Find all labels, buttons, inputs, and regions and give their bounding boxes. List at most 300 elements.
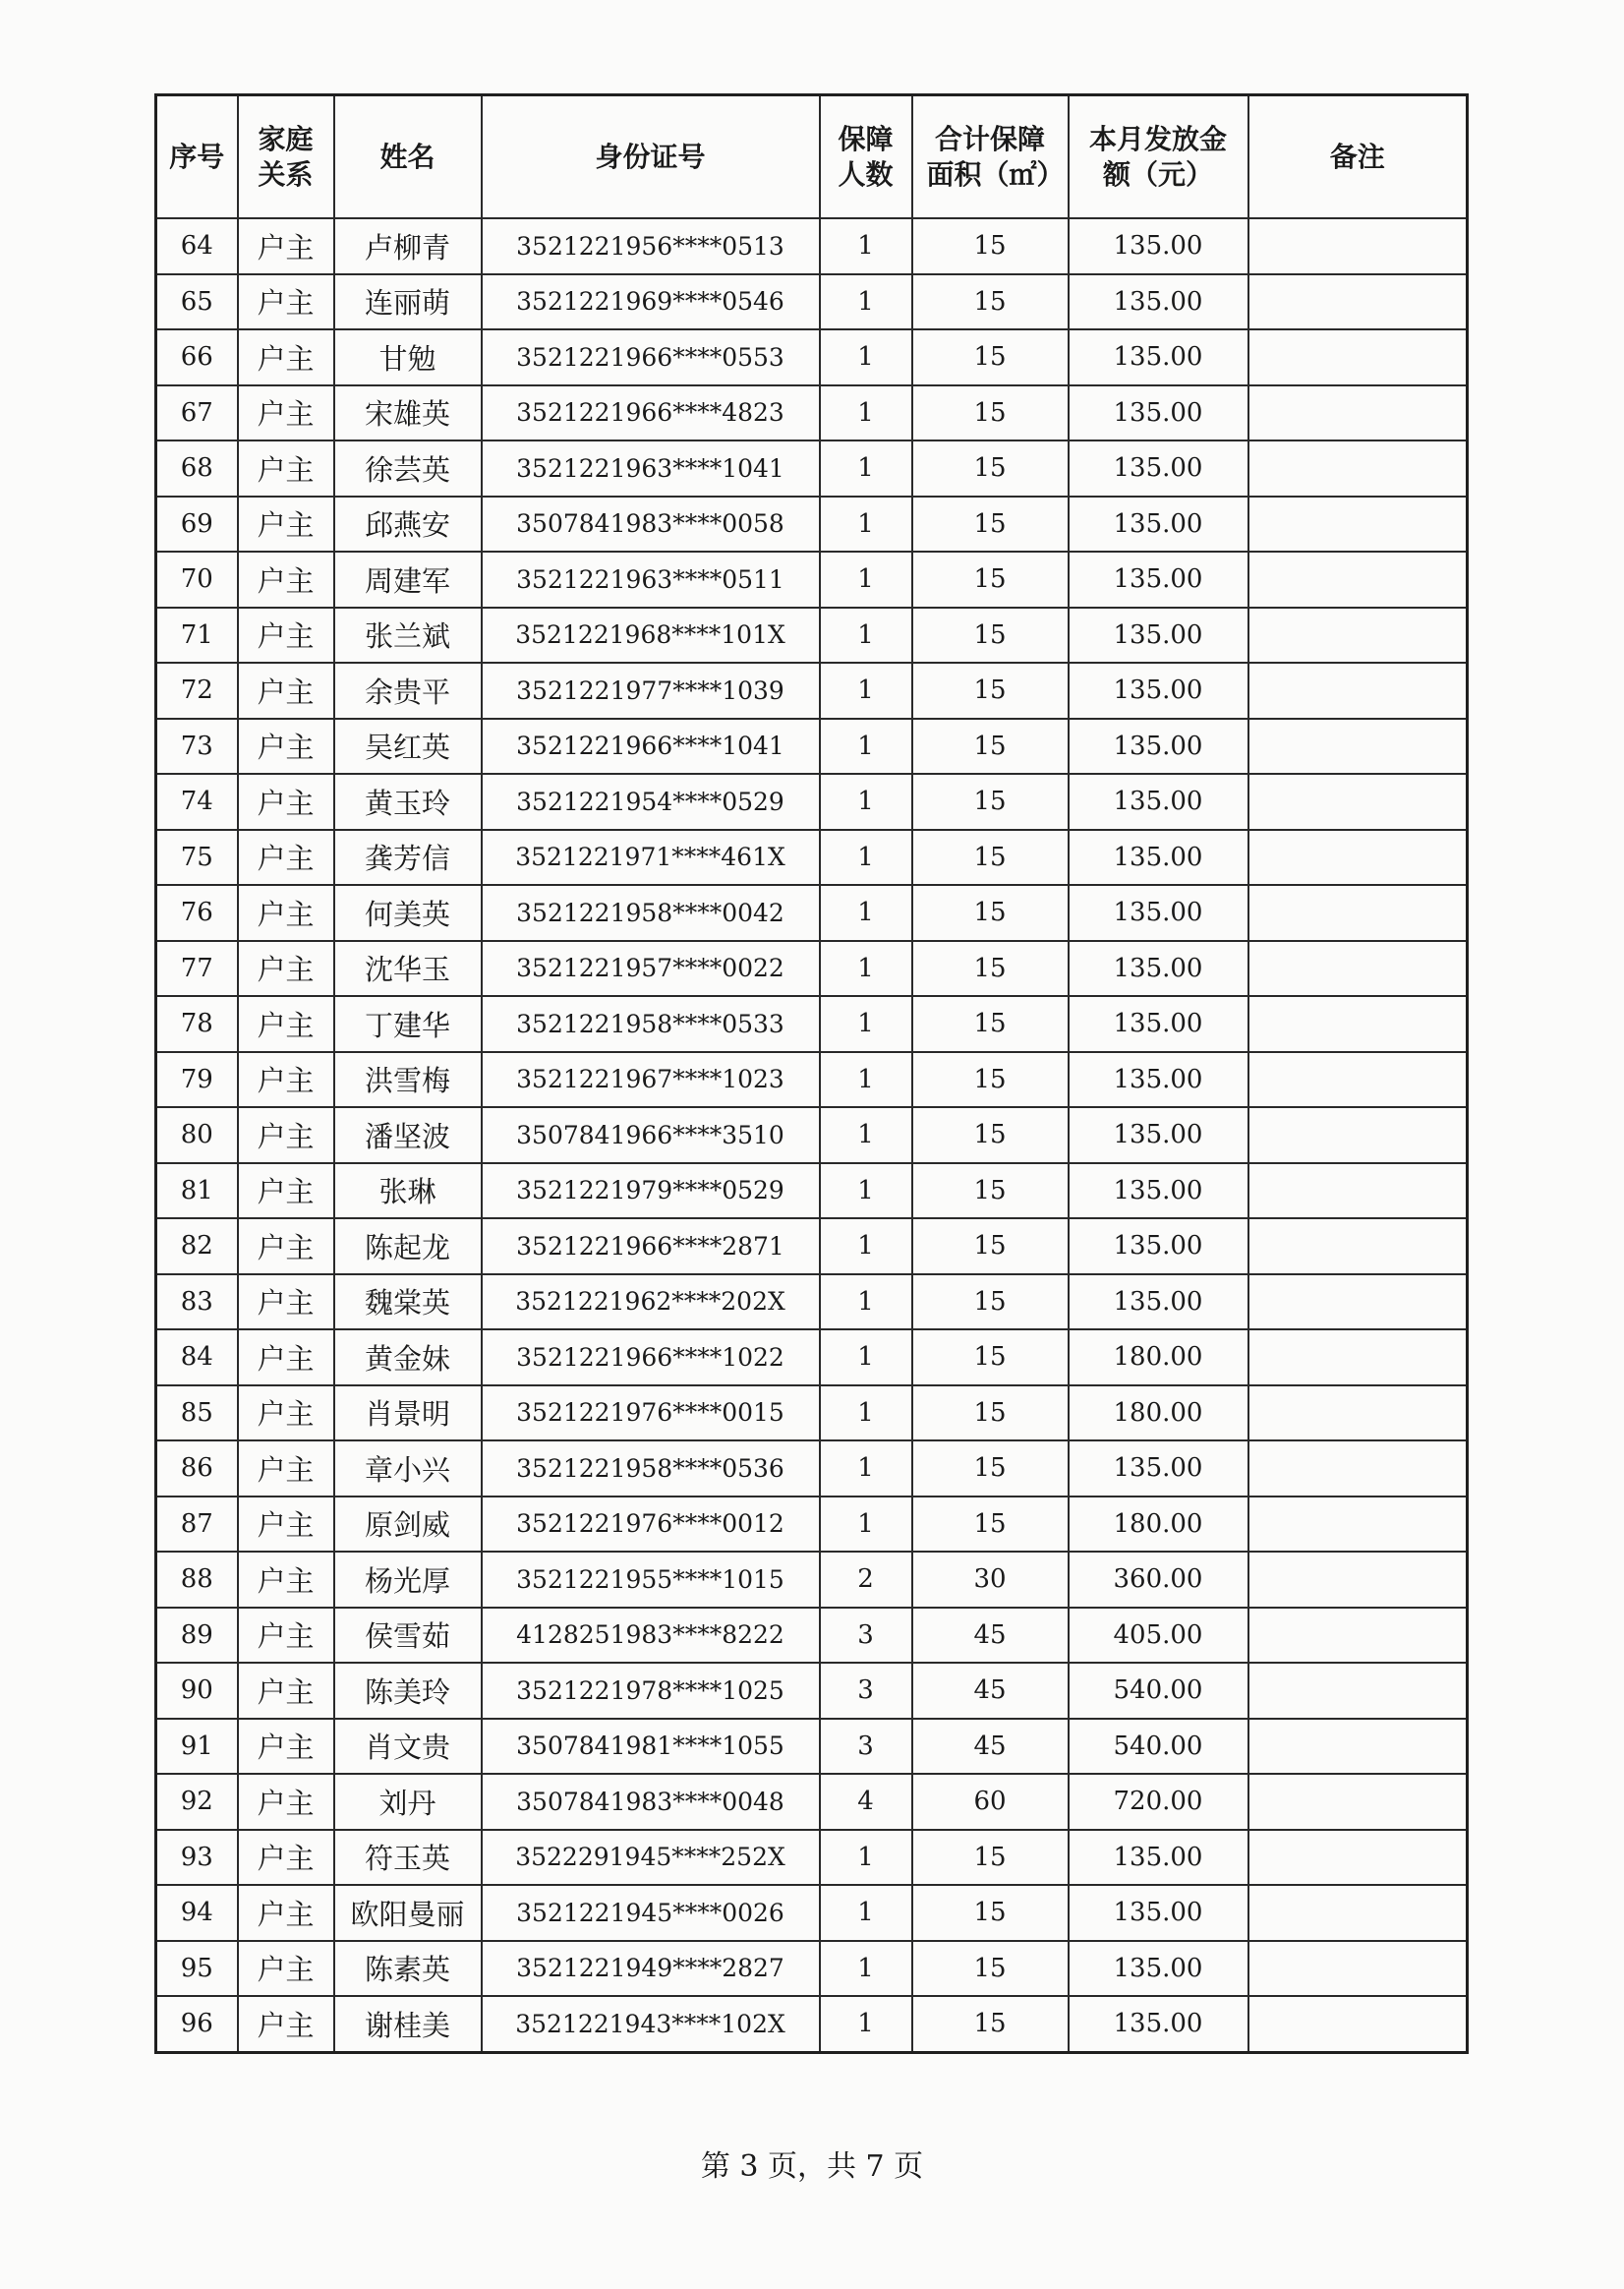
seq-cell: 75 <box>156 830 238 886</box>
name-cell: 杨光厚 <box>334 1552 482 1608</box>
seq-cell: 78 <box>156 996 238 1052</box>
persons-cell: 1 <box>820 1218 912 1274</box>
relation-cell: 户主 <box>238 385 334 441</box>
area-cell: 30 <box>912 1552 1069 1608</box>
remark-cell <box>1248 719 1468 775</box>
area-cell: 15 <box>912 497 1069 553</box>
name-cell: 谢桂美 <box>334 1996 482 2052</box>
table-row <box>156 329 1468 385</box>
relation-cell: 户主 <box>238 1385 334 1441</box>
relation-cell: 户主 <box>238 1608 334 1664</box>
amount-cell: 135.00 <box>1069 1052 1248 1108</box>
area-cell: 15 <box>912 1385 1069 1441</box>
name-cell: 连丽萌 <box>334 274 482 330</box>
relation-cell: 户主 <box>238 1996 334 2052</box>
persons-cell: 1 <box>820 1052 912 1108</box>
id-number-cell: 3521221969****0546 <box>482 274 820 330</box>
amount-cell: 135.00 <box>1069 1885 1248 1941</box>
persons-cell: 2 <box>820 1552 912 1608</box>
table-row <box>156 1329 1468 1385</box>
id-number-cell: 3507841966****3510 <box>482 1107 820 1163</box>
name-cell: 洪雪梅 <box>334 1052 482 1108</box>
name-cell: 章小兴 <box>334 1440 482 1497</box>
header-seq: 序号 <box>156 95 238 219</box>
remark-cell <box>1248 1440 1468 1497</box>
seq-cell: 91 <box>156 1719 238 1775</box>
remark-cell <box>1248 1274 1468 1330</box>
name-cell: 张琳 <box>334 1163 482 1219</box>
table-row <box>156 941 1468 997</box>
table-row <box>156 1107 1468 1163</box>
persons-cell: 3 <box>820 1663 912 1719</box>
relation-cell: 户主 <box>238 1497 334 1553</box>
amount-cell: 180.00 <box>1069 1497 1248 1553</box>
name-cell: 潘坚波 <box>334 1107 482 1163</box>
id-number-cell: 3521221954****0529 <box>482 774 820 830</box>
persons-cell: 1 <box>820 1107 912 1163</box>
relation-cell: 户主 <box>238 329 334 385</box>
amount-cell: 135.00 <box>1069 608 1248 664</box>
table-row <box>156 1885 1468 1941</box>
remark-cell <box>1248 1608 1468 1664</box>
seq-cell: 93 <box>156 1830 238 1886</box>
relation-cell: 户主 <box>238 1163 334 1219</box>
page-number: 第 3 页，共 7 页 <box>700 2149 924 2184</box>
table-row <box>156 608 1468 664</box>
id-number-cell: 3507841983****0058 <box>482 497 820 553</box>
amount-cell: 540.00 <box>1069 1663 1248 1719</box>
name-cell: 龚芳信 <box>334 830 482 886</box>
id-number-cell: 3521221957****0022 <box>482 941 820 997</box>
name-cell: 周建军 <box>334 552 482 608</box>
amount-cell: 360.00 <box>1069 1552 1248 1608</box>
id-number-cell: 3521221966****4823 <box>482 385 820 441</box>
name-cell: 宋雄英 <box>334 385 482 441</box>
table-row <box>156 440 1468 497</box>
amount-cell: 135.00 <box>1069 329 1248 385</box>
area-cell: 15 <box>912 1440 1069 1497</box>
table-row <box>156 885 1468 941</box>
id-number-cell: 3521221976****0012 <box>482 1497 820 1553</box>
persons-cell: 1 <box>820 1830 912 1886</box>
persons-cell: 1 <box>820 719 912 775</box>
name-cell: 原剑威 <box>334 1497 482 1553</box>
remark-cell <box>1248 885 1468 941</box>
header-persons: 保障人数 <box>820 95 912 219</box>
name-cell: 陈起龙 <box>334 1218 482 1274</box>
seq-cell: 65 <box>156 274 238 330</box>
remark-cell <box>1248 1774 1468 1830</box>
table-header-row <box>156 95 1468 219</box>
area-cell: 15 <box>912 1052 1069 1108</box>
id-number-cell: 3521221966****0553 <box>482 329 820 385</box>
area-cell: 15 <box>912 1830 1069 1886</box>
table-row <box>156 1608 1468 1664</box>
seq-cell: 89 <box>156 1608 238 1664</box>
relation-cell: 户主 <box>238 1663 334 1719</box>
id-number-cell: 3521221963****0511 <box>482 552 820 608</box>
relation-cell: 户主 <box>238 274 334 330</box>
remark-cell <box>1248 830 1468 886</box>
seq-cell: 71 <box>156 608 238 664</box>
amount-cell: 135.00 <box>1069 1941 1248 1997</box>
area-cell: 45 <box>912 1719 1069 1775</box>
amount-cell: 135.00 <box>1069 1163 1248 1219</box>
area-cell: 15 <box>912 719 1069 775</box>
area-cell: 15 <box>912 1885 1069 1941</box>
area-cell: 15 <box>912 329 1069 385</box>
persons-cell: 1 <box>820 329 912 385</box>
remark-cell <box>1248 1329 1468 1385</box>
persons-cell: 1 <box>820 1885 912 1941</box>
relation-cell: 户主 <box>238 1552 334 1608</box>
table-row <box>156 1552 1468 1608</box>
remark-cell <box>1248 1885 1468 1941</box>
remark-cell <box>1248 1218 1468 1274</box>
table-row <box>156 719 1468 775</box>
remark-cell <box>1248 497 1468 553</box>
seq-cell: 96 <box>156 1996 238 2052</box>
amount-cell: 540.00 <box>1069 1719 1248 1775</box>
amount-cell: 135.00 <box>1069 1218 1248 1274</box>
area-cell: 15 <box>912 385 1069 441</box>
name-cell: 何美英 <box>334 885 482 941</box>
persons-cell: 1 <box>820 385 912 441</box>
persons-cell: 1 <box>820 996 912 1052</box>
id-number-cell: 3521221967****1023 <box>482 1052 820 1108</box>
table-row <box>156 385 1468 441</box>
persons-cell: 1 <box>820 274 912 330</box>
id-number-cell: 3521221963****1041 <box>482 440 820 497</box>
area-cell: 15 <box>912 885 1069 941</box>
remark-cell <box>1248 552 1468 608</box>
name-cell: 符玉英 <box>334 1830 482 1886</box>
persons-cell: 1 <box>820 497 912 553</box>
name-cell: 余贵平 <box>334 663 482 719</box>
header-relation: 家庭关系 <box>238 95 334 219</box>
table-row <box>156 996 1468 1052</box>
table-row <box>156 1274 1468 1330</box>
area-cell: 15 <box>912 218 1069 274</box>
seq-cell: 94 <box>156 1885 238 1941</box>
amount-cell: 135.00 <box>1069 996 1248 1052</box>
area-cell: 15 <box>912 830 1069 886</box>
amount-cell: 135.00 <box>1069 719 1248 775</box>
id-number-cell: 3521221958****0536 <box>482 1440 820 1497</box>
id-number-cell: 3521221955****1015 <box>482 1552 820 1608</box>
seq-cell: 81 <box>156 1163 238 1219</box>
persons-cell: 3 <box>820 1719 912 1775</box>
persons-cell: 1 <box>820 1941 912 1997</box>
persons-cell: 1 <box>820 440 912 497</box>
persons-cell: 1 <box>820 552 912 608</box>
persons-cell: 1 <box>820 941 912 997</box>
relation-cell: 户主 <box>238 1830 334 1886</box>
table-row <box>156 1830 1468 1886</box>
table-row <box>156 1052 1468 1108</box>
persons-cell: 1 <box>820 1385 912 1441</box>
relation-cell: 户主 <box>238 218 334 274</box>
name-cell: 魏棠英 <box>334 1274 482 1330</box>
relation-cell: 户主 <box>238 1274 334 1330</box>
persons-cell: 4 <box>820 1774 912 1830</box>
remark-cell <box>1248 1830 1468 1886</box>
id-number-cell: 3521221958****0533 <box>482 996 820 1052</box>
id-number-cell: 3521221958****0042 <box>482 885 820 941</box>
relation-cell: 户主 <box>238 996 334 1052</box>
amount-cell: 135.00 <box>1069 385 1248 441</box>
area-cell: 15 <box>912 1329 1069 1385</box>
remark-cell <box>1248 1052 1468 1108</box>
seq-cell: 88 <box>156 1552 238 1608</box>
name-cell: 肖景明 <box>334 1385 482 1441</box>
id-number-cell: 3521221962****202X <box>482 1274 820 1330</box>
table-row <box>156 1941 1468 1997</box>
area-cell: 15 <box>912 1497 1069 1553</box>
name-cell: 徐芸英 <box>334 440 482 497</box>
id-number-cell: 3521221966****1022 <box>482 1329 820 1385</box>
persons-cell: 1 <box>820 885 912 941</box>
header-amount: 本月发放金额（元） <box>1069 95 1248 219</box>
remark-cell <box>1248 1719 1468 1775</box>
relation-cell: 户主 <box>238 1774 334 1830</box>
area-cell: 45 <box>912 1608 1069 1664</box>
name-cell: 肖文贵 <box>334 1719 482 1775</box>
id-number-cell: 3521221971****461X <box>482 830 820 886</box>
area-cell: 60 <box>912 1774 1069 1830</box>
seq-cell: 95 <box>156 1941 238 1997</box>
seq-cell: 68 <box>156 440 238 497</box>
area-cell: 15 <box>912 1941 1069 1997</box>
amount-cell: 135.00 <box>1069 552 1248 608</box>
table-row <box>156 552 1468 608</box>
seq-cell: 72 <box>156 663 238 719</box>
area-cell: 15 <box>912 1996 1069 2052</box>
relation-cell: 户主 <box>238 1107 334 1163</box>
area-cell: 15 <box>912 1218 1069 1274</box>
relation-cell: 户主 <box>238 1329 334 1385</box>
relation-cell: 户主 <box>238 1885 334 1941</box>
id-number-cell: 3521221943****102X <box>482 1996 820 2052</box>
amount-cell: 135.00 <box>1069 440 1248 497</box>
table-row <box>156 1163 1468 1219</box>
persons-cell: 1 <box>820 1440 912 1497</box>
seq-cell: 85 <box>156 1385 238 1441</box>
id-number-cell: 3507841983****0048 <box>482 1774 820 1830</box>
name-cell: 黄玉玲 <box>334 774 482 830</box>
table-row <box>156 274 1468 330</box>
seq-cell: 86 <box>156 1440 238 1497</box>
table-row <box>156 1663 1468 1719</box>
id-number-cell: 3521221979****0529 <box>482 1163 820 1219</box>
header-name: 姓名 <box>334 95 482 219</box>
seq-cell: 84 <box>156 1329 238 1385</box>
seq-cell: 69 <box>156 497 238 553</box>
relation-cell: 户主 <box>238 885 334 941</box>
seq-cell: 77 <box>156 941 238 997</box>
id-number-cell: 3521221977****1039 <box>482 663 820 719</box>
amount-cell: 135.00 <box>1069 1107 1248 1163</box>
seq-cell: 66 <box>156 329 238 385</box>
amount-cell: 135.00 <box>1069 274 1248 330</box>
amount-cell: 720.00 <box>1069 1774 1248 1830</box>
remark-cell <box>1248 1385 1468 1441</box>
table-row <box>156 1385 1468 1441</box>
name-cell: 卢柳青 <box>334 218 482 274</box>
name-cell: 陈美玲 <box>334 1663 482 1719</box>
name-cell: 刘丹 <box>334 1774 482 1830</box>
allowance-table <box>154 93 1469 2054</box>
remark-cell <box>1248 274 1468 330</box>
persons-cell: 1 <box>820 218 912 274</box>
amount-cell: 405.00 <box>1069 1608 1248 1664</box>
relation-cell: 户主 <box>238 1719 334 1775</box>
name-cell: 张兰斌 <box>334 608 482 664</box>
persons-cell: 1 <box>820 1996 912 2052</box>
amount-cell: 135.00 <box>1069 774 1248 830</box>
allowance-table-container <box>154 93 1469 2054</box>
area-cell: 15 <box>912 996 1069 1052</box>
id-number-cell: 3521221978****1025 <box>482 1663 820 1719</box>
relation-cell: 户主 <box>238 1440 334 1497</box>
remark-cell <box>1248 941 1468 997</box>
amount-cell: 135.00 <box>1069 218 1248 274</box>
area-cell: 15 <box>912 774 1069 830</box>
table-row <box>156 1440 1468 1497</box>
seq-cell: 76 <box>156 885 238 941</box>
seq-cell: 70 <box>156 552 238 608</box>
amount-cell: 180.00 <box>1069 1329 1248 1385</box>
relation-cell: 户主 <box>238 1941 334 1997</box>
table-row <box>156 497 1468 553</box>
remark-cell <box>1248 329 1468 385</box>
name-cell: 陈素英 <box>334 1941 482 1997</box>
relation-cell: 户主 <box>238 552 334 608</box>
table-row <box>156 1774 1468 1830</box>
seq-cell: 83 <box>156 1274 238 1330</box>
table-row <box>156 830 1468 886</box>
remark-cell <box>1248 996 1468 1052</box>
seq-cell: 73 <box>156 719 238 775</box>
table-row <box>156 774 1468 830</box>
id-number-cell: 3522291945****252X <box>482 1830 820 1886</box>
id-number-cell: 4128251983****8222 <box>482 1608 820 1664</box>
relation-cell: 户主 <box>238 1052 334 1108</box>
remark-cell <box>1248 218 1468 274</box>
table-row <box>156 1996 1468 2052</box>
remark-cell <box>1248 1996 1468 2052</box>
remark-cell <box>1248 1497 1468 1553</box>
id-number-cell: 3521221966****1041 <box>482 719 820 775</box>
relation-cell: 户主 <box>238 774 334 830</box>
header-area: 合计保障面积（㎡） <box>912 95 1069 219</box>
amount-cell: 135.00 <box>1069 941 1248 997</box>
relation-cell: 户主 <box>238 941 334 997</box>
relation-cell: 户主 <box>238 608 334 664</box>
remark-cell <box>1248 1107 1468 1163</box>
id-number-cell: 3507841981****1055 <box>482 1719 820 1775</box>
id-number-cell: 3521221968****101X <box>482 608 820 664</box>
persons-cell: 1 <box>820 608 912 664</box>
id-number-cell: 3521221956****0513 <box>482 218 820 274</box>
header-remark: 备注 <box>1248 95 1468 219</box>
id-number-cell: 3521221966****2871 <box>482 1218 820 1274</box>
amount-cell: 180.00 <box>1069 1385 1248 1441</box>
header-id: 身份证号 <box>482 95 820 219</box>
name-cell: 侯雪茹 <box>334 1608 482 1664</box>
amount-cell: 135.00 <box>1069 1830 1248 1886</box>
persons-cell: 1 <box>820 830 912 886</box>
table-body <box>156 218 1468 2052</box>
table-row <box>156 663 1468 719</box>
name-cell: 邱燕安 <box>334 497 482 553</box>
area-cell: 15 <box>912 440 1069 497</box>
name-cell: 欧阳曼丽 <box>334 1885 482 1941</box>
id-number-cell: 3521221949****2827 <box>482 1941 820 1997</box>
amount-cell: 135.00 <box>1069 1440 1248 1497</box>
seq-cell: 79 <box>156 1052 238 1108</box>
seq-cell: 87 <box>156 1497 238 1553</box>
name-cell: 吴红英 <box>334 719 482 775</box>
area-cell: 45 <box>912 1663 1069 1719</box>
persons-cell: 1 <box>820 1274 912 1330</box>
seq-cell: 74 <box>156 774 238 830</box>
table-row <box>156 218 1468 274</box>
amount-cell: 135.00 <box>1069 663 1248 719</box>
seq-cell: 90 <box>156 1663 238 1719</box>
name-cell: 黄金妹 <box>334 1329 482 1385</box>
table-row <box>156 1719 1468 1775</box>
remark-cell <box>1248 1663 1468 1719</box>
remark-cell <box>1248 608 1468 664</box>
relation-cell: 户主 <box>238 440 334 497</box>
table-row <box>156 1218 1468 1274</box>
area-cell: 15 <box>912 274 1069 330</box>
remark-cell <box>1248 1941 1468 1997</box>
area-cell: 15 <box>912 1107 1069 1163</box>
seq-cell: 82 <box>156 1218 238 1274</box>
persons-cell: 1 <box>820 1163 912 1219</box>
remark-cell <box>1248 440 1468 497</box>
relation-cell: 户主 <box>238 719 334 775</box>
table-row <box>156 1497 1468 1553</box>
remark-cell <box>1248 385 1468 441</box>
amount-cell: 135.00 <box>1069 830 1248 886</box>
name-cell: 沈华玉 <box>334 941 482 997</box>
area-cell: 15 <box>912 663 1069 719</box>
seq-cell: 67 <box>156 385 238 441</box>
amount-cell: 135.00 <box>1069 1274 1248 1330</box>
relation-cell: 户主 <box>238 830 334 886</box>
area-cell: 15 <box>912 1163 1069 1219</box>
id-number-cell: 3521221976****0015 <box>482 1385 820 1441</box>
area-cell: 15 <box>912 552 1069 608</box>
amount-cell: 135.00 <box>1069 885 1248 941</box>
area-cell: 15 <box>912 608 1069 664</box>
amount-cell: 135.00 <box>1069 1996 1248 2052</box>
seq-cell: 64 <box>156 218 238 274</box>
remark-cell <box>1248 1163 1468 1219</box>
name-cell: 丁建华 <box>334 996 482 1052</box>
area-cell: 15 <box>912 1274 1069 1330</box>
remark-cell <box>1248 774 1468 830</box>
seq-cell: 92 <box>156 1774 238 1830</box>
remark-cell <box>1248 663 1468 719</box>
id-number-cell: 3521221945****0026 <box>482 1885 820 1941</box>
persons-cell: 1 <box>820 1329 912 1385</box>
amount-cell: 135.00 <box>1069 497 1248 553</box>
area-cell: 15 <box>912 941 1069 997</box>
